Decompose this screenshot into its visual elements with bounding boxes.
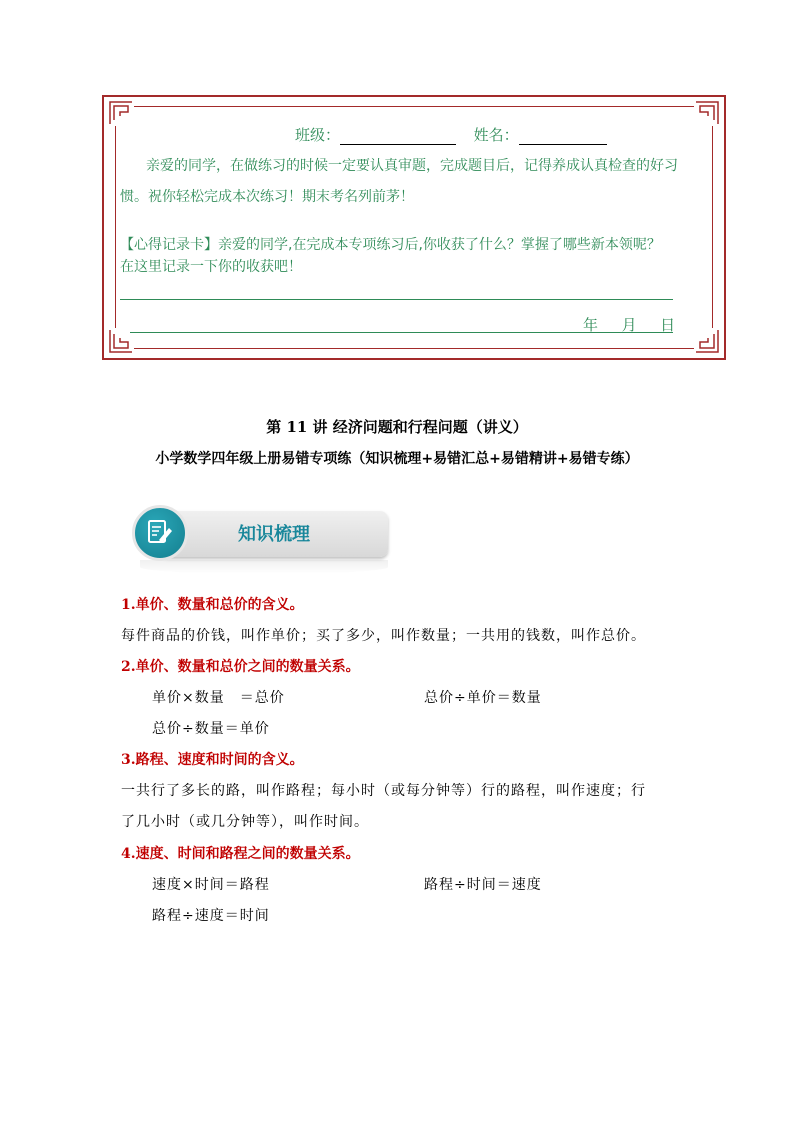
section-4-formula-a: 速度×时间＝路程	[152, 877, 270, 893]
frame-corner-ornament-icon	[694, 328, 720, 354]
date-day-label: 日	[660, 316, 676, 334]
section-3-line-1: 一共行了多长的路，叫作路程；每小时（或每分钟等）行的路程，叫作速度；行	[121, 783, 646, 799]
section-2-formula-c: 总价÷数量＝单价	[152, 721, 270, 737]
note-prefix: 【心得记录卡】	[120, 237, 218, 253]
lecture-title: 第 11 讲 经济问题和行程问题（讲义）	[266, 418, 528, 436]
banner-label: 知识梳理	[238, 524, 310, 545]
section-4-formula-b: 路程÷时间＝速度	[424, 877, 542, 893]
class-name-row	[295, 124, 607, 145]
intro-line-1: 亲爱的同学，在做练习的时候一定要认真审题，完成题目后，记得养成认真检查的好习	[146, 158, 678, 174]
class-label: 班级：	[295, 126, 341, 144]
section-2-formula-a: 单价×数量 ＝总价	[152, 690, 285, 706]
date-year-label: 年	[583, 316, 599, 334]
date-row	[583, 314, 675, 335]
frame-corner-ornament-icon	[694, 100, 720, 126]
section-2-heading: 2.单价、数量和总价之间的数量关系。	[121, 659, 360, 675]
notepad-pen-icon	[135, 508, 185, 558]
note-text: 亲爱的同学,在完成本专项练习后,你收获了什么？掌握了哪些新本领呢？	[218, 237, 661, 253]
banner-icon-circle	[132, 505, 188, 561]
banner-shadow	[140, 560, 388, 574]
section-3-heading: 3.路程、速度和时间的含义。	[121, 752, 304, 768]
note-writing-line[interactable]	[120, 299, 673, 300]
class-field[interactable]	[340, 126, 456, 145]
section-3-line-2: 了几小时（或几分钟等），叫作时间。	[121, 814, 369, 830]
frame-corner-ornament-icon	[108, 100, 134, 126]
section-2-formula-b: 总价÷单价＝数量	[424, 690, 542, 706]
section-4-formula-c: 路程÷速度＝时间	[152, 908, 270, 924]
section-1-heading: 1.单价、数量和总价的含义。	[121, 597, 304, 613]
note-line-1	[120, 234, 661, 254]
name-field[interactable]	[519, 126, 607, 145]
intro-line-2: 惯。祝你轻松完成本次练习！期末考名列前茅！	[120, 189, 414, 205]
section-4-heading: 4.速度、时间和路程之间的数量关系。	[121, 846, 360, 862]
section-1-line-1: 每件商品的价钱，叫作单价；买了多少，叫作数量；一共用的钱数，叫作总价。	[121, 628, 646, 644]
name-label: 姓名：	[473, 126, 519, 144]
lecture-subtitle: 小学数学四年级上册易错专项练（知识梳理+易错汇总+易错精讲+易错专练）	[155, 451, 639, 467]
date-month-label: 月	[621, 316, 637, 334]
note-line-2: 在这里记录一下你的收获吧！	[120, 259, 302, 275]
